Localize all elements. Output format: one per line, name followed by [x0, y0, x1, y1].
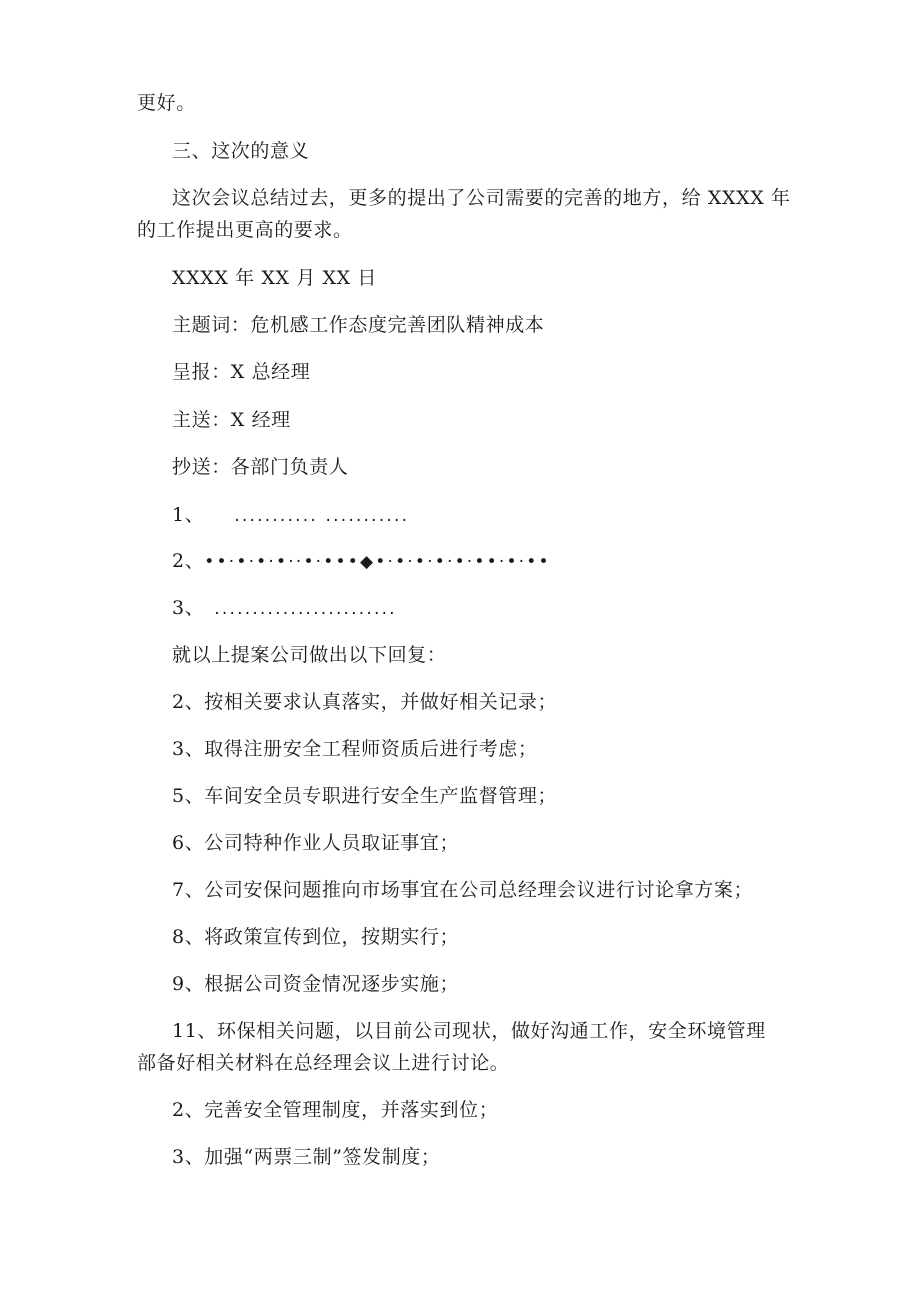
list-item-dots: ........... ........... [234, 506, 410, 526]
reply-item: 3、加强“两票三制”签发制度； [172, 1146, 441, 1168]
list-item-dots: ........................ [214, 599, 397, 619]
copy-to: 抄送：各部门负责人 [172, 456, 349, 478]
reply-intro: 就以上提案公司做出以下回复： [172, 644, 447, 666]
reply-item: 6、公司特种作业人员取证事宜； [172, 832, 460, 854]
send-to: 主送：X 经理 [172, 409, 291, 431]
reply-item-continuation: 部备好相关材料在总经理会议上进行讨论。 [137, 1052, 510, 1074]
reply-item: 9、根据公司资金情况逐步实施； [172, 973, 460, 995]
list-item-number: 3、 [172, 597, 205, 619]
reply-item: 3、取得注册安全工程师资质后进行考虑； [172, 738, 538, 760]
paragraph-text: 这次会议总结过去，更多的提出了公司需要的完善的地方，给 XXXX 年 [172, 187, 791, 209]
section-heading: 三、这次的意义 [172, 140, 310, 162]
list-item [172, 503, 409, 528]
list-item [172, 549, 551, 574]
paragraph-text: 的工作提出更高的要求。 [137, 219, 353, 241]
list-item [172, 596, 397, 621]
list-item-dots: ••·•·•·•··•·•••◆•·•·•·•·•·••·•·•• [204, 552, 551, 572]
reply-item: 11、环保相关问题，以目前公司现状，做好沟通工作，安全环境管理 [172, 1020, 766, 1042]
report-to: 呈报：X 总经理 [172, 361, 311, 383]
reply-item: 8、将政策宣传到位，按期实行； [172, 926, 460, 948]
reply-item: 7、公司安保问题推向市场事宜在公司总经理会议进行讨论拿方案； [172, 879, 754, 901]
reply-item: 5、车间安全员专职进行安全生产监督管理； [172, 785, 558, 807]
paragraph-text: 更好。 [137, 92, 196, 114]
list-item-number: 1、 [172, 504, 205, 526]
reply-item: 2、按相关要求认真落实，并做好相关记录； [172, 691, 558, 713]
subject-words: 主题词：危机感工作态度完善团队精神成本 [172, 314, 545, 336]
date-line: XXXX 年 XX 月 XX 日 [172, 267, 378, 289]
reply-item: 2、完善安全管理制度，并落实到位； [172, 1099, 499, 1121]
list-item-number: 2、 [172, 550, 205, 572]
